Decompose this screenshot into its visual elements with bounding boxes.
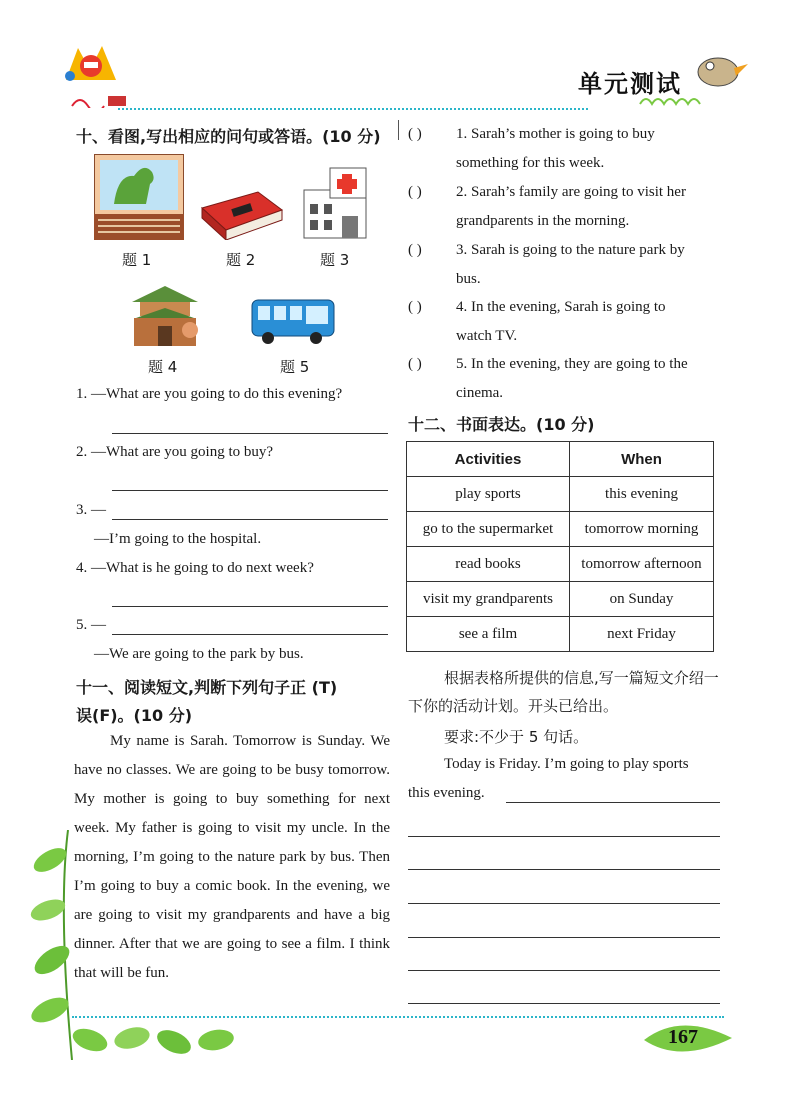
page-number: 167 bbox=[668, 1026, 698, 1048]
table-cell: this evening bbox=[570, 477, 714, 512]
writing-requirement: 要求:不少于 5 句话。 bbox=[444, 728, 589, 746]
section-10-title: 十、看图,写出相应的问句或答语。(10 分) bbox=[76, 127, 381, 146]
footer-dotted-line bbox=[72, 1016, 724, 1018]
question-4: 4. —What is he going to do next week? bbox=[76, 560, 314, 576]
book-picture bbox=[198, 186, 286, 240]
caption-1: 题 1 bbox=[122, 251, 152, 269]
bus-picture bbox=[250, 296, 336, 346]
table-row bbox=[407, 512, 714, 547]
bottom-leaves-icon bbox=[70, 1020, 240, 1060]
table-row bbox=[407, 617, 714, 652]
reading-passage: My name is Sarah. Tomorrow is Sunday. We have no classes. We are going to be busy tomorrow. My mother is going to buy something for next week. My father is going to visit my uncle. In the morning, I’m going to the nature park by bus. Then I’m going to buy a comic book. In the evening, we are going to visit my grandparents and have a big dinner. After that we are going to see a film. I think that will be fun. bbox=[74, 733, 390, 981]
table-header-when: When bbox=[570, 442, 714, 477]
table-header-activities: Activities bbox=[407, 442, 570, 477]
writing-instruction: 根据表格所提供的信息,写一篇短文介绍一下你的活动计划。开头已给出。 bbox=[408, 669, 719, 715]
activity-table bbox=[406, 441, 714, 652]
statement-2: ( ) 2. Sarah’s family are going to visit her grandparents in the morning. bbox=[408, 178, 728, 236]
answer-line-3[interactable] bbox=[112, 519, 388, 520]
answer-5: —We are going to the park by bus. bbox=[94, 646, 304, 662]
table-cell: read books bbox=[407, 547, 570, 582]
question-3: 3. — bbox=[76, 502, 106, 518]
table-row bbox=[407, 477, 714, 512]
answer-line-2[interactable] bbox=[112, 490, 388, 491]
table-cell: play sports bbox=[407, 477, 570, 512]
answer-3: —I’m going to the hospital. bbox=[94, 531, 262, 547]
clouds-icon bbox=[636, 92, 716, 108]
answer-paren-5[interactable]: ( ) bbox=[408, 356, 422, 372]
question-5: 5. — bbox=[76, 617, 106, 633]
section-11-title-line1: 十一、阅读短文,判断下列句子正 (T) bbox=[76, 678, 338, 697]
header-dotted-line bbox=[118, 108, 588, 110]
table-cell: see a film bbox=[407, 617, 570, 652]
caption-3: 题 3 bbox=[320, 251, 350, 269]
table-cell: tomorrow afternoon bbox=[570, 547, 714, 582]
statement-3: ( ) 3. Sarah is going to the nature park by bus. bbox=[408, 236, 728, 294]
table-cell: visit my grandparents bbox=[407, 582, 570, 617]
answer-paren-4[interactable]: ( ) bbox=[408, 299, 422, 315]
caption-2: 题 2 bbox=[226, 251, 256, 269]
answer-paren-3[interactable]: ( ) bbox=[408, 242, 422, 258]
opening-line-2: this evening. bbox=[408, 785, 485, 801]
section-11-title-line2: 误(F)。(10 分) bbox=[76, 706, 193, 725]
statement-4: ( ) 4. In the evening, Sarah is going to watch TV. bbox=[408, 293, 728, 351]
small-decoration-icon bbox=[70, 92, 130, 108]
caption-5: 题 5 bbox=[280, 358, 310, 376]
writing-line-1[interactable] bbox=[506, 802, 720, 803]
opening-line-1: Today is Friday. I’m going to play sports bbox=[444, 756, 689, 772]
question-1: 1. —What are you going to do this evening? bbox=[76, 386, 343, 402]
answer-line-1[interactable] bbox=[112, 433, 388, 434]
writing-line-6[interactable] bbox=[408, 970, 720, 971]
answer-line-5[interactable] bbox=[112, 634, 388, 635]
mascot-icon bbox=[58, 40, 124, 84]
table-cell: on Sunday bbox=[570, 582, 714, 617]
table-cell: next Friday bbox=[570, 617, 714, 652]
writing-line-2[interactable] bbox=[408, 836, 720, 837]
answer-line-4[interactable] bbox=[112, 606, 388, 607]
question-2: 2. —What are you going to buy? bbox=[76, 444, 274, 460]
dinosaur-museum-picture bbox=[94, 154, 184, 240]
writing-line-3[interactable] bbox=[408, 869, 720, 870]
statement-5: ( ) 5. In the evening, they are going to the cinema. bbox=[408, 350, 728, 408]
caption-4: 题 4 bbox=[148, 358, 178, 376]
answer-paren-2[interactable]: ( ) bbox=[408, 184, 422, 200]
section-12-title: 十二、书面表达。(10 分) bbox=[408, 415, 595, 434]
hospital-picture bbox=[300, 160, 370, 240]
table-cell: tomorrow morning bbox=[570, 512, 714, 547]
unit-title: 单元测试 bbox=[578, 70, 682, 98]
table-row bbox=[407, 547, 714, 582]
temple-picture bbox=[128, 278, 202, 348]
table-cell: go to the supermarket bbox=[407, 512, 570, 547]
writing-line-4[interactable] bbox=[408, 903, 720, 904]
statement-1: ( ) 1. Sarah’s mother is going to buy something for this week. bbox=[408, 120, 728, 178]
writing-line-5[interactable] bbox=[408, 937, 720, 938]
answer-paren-1[interactable]: ( ) bbox=[408, 126, 422, 142]
bird-icon bbox=[690, 46, 750, 92]
writing-line-7[interactable] bbox=[408, 1003, 720, 1004]
column-divider bbox=[398, 120, 399, 140]
table-row bbox=[407, 582, 714, 617]
